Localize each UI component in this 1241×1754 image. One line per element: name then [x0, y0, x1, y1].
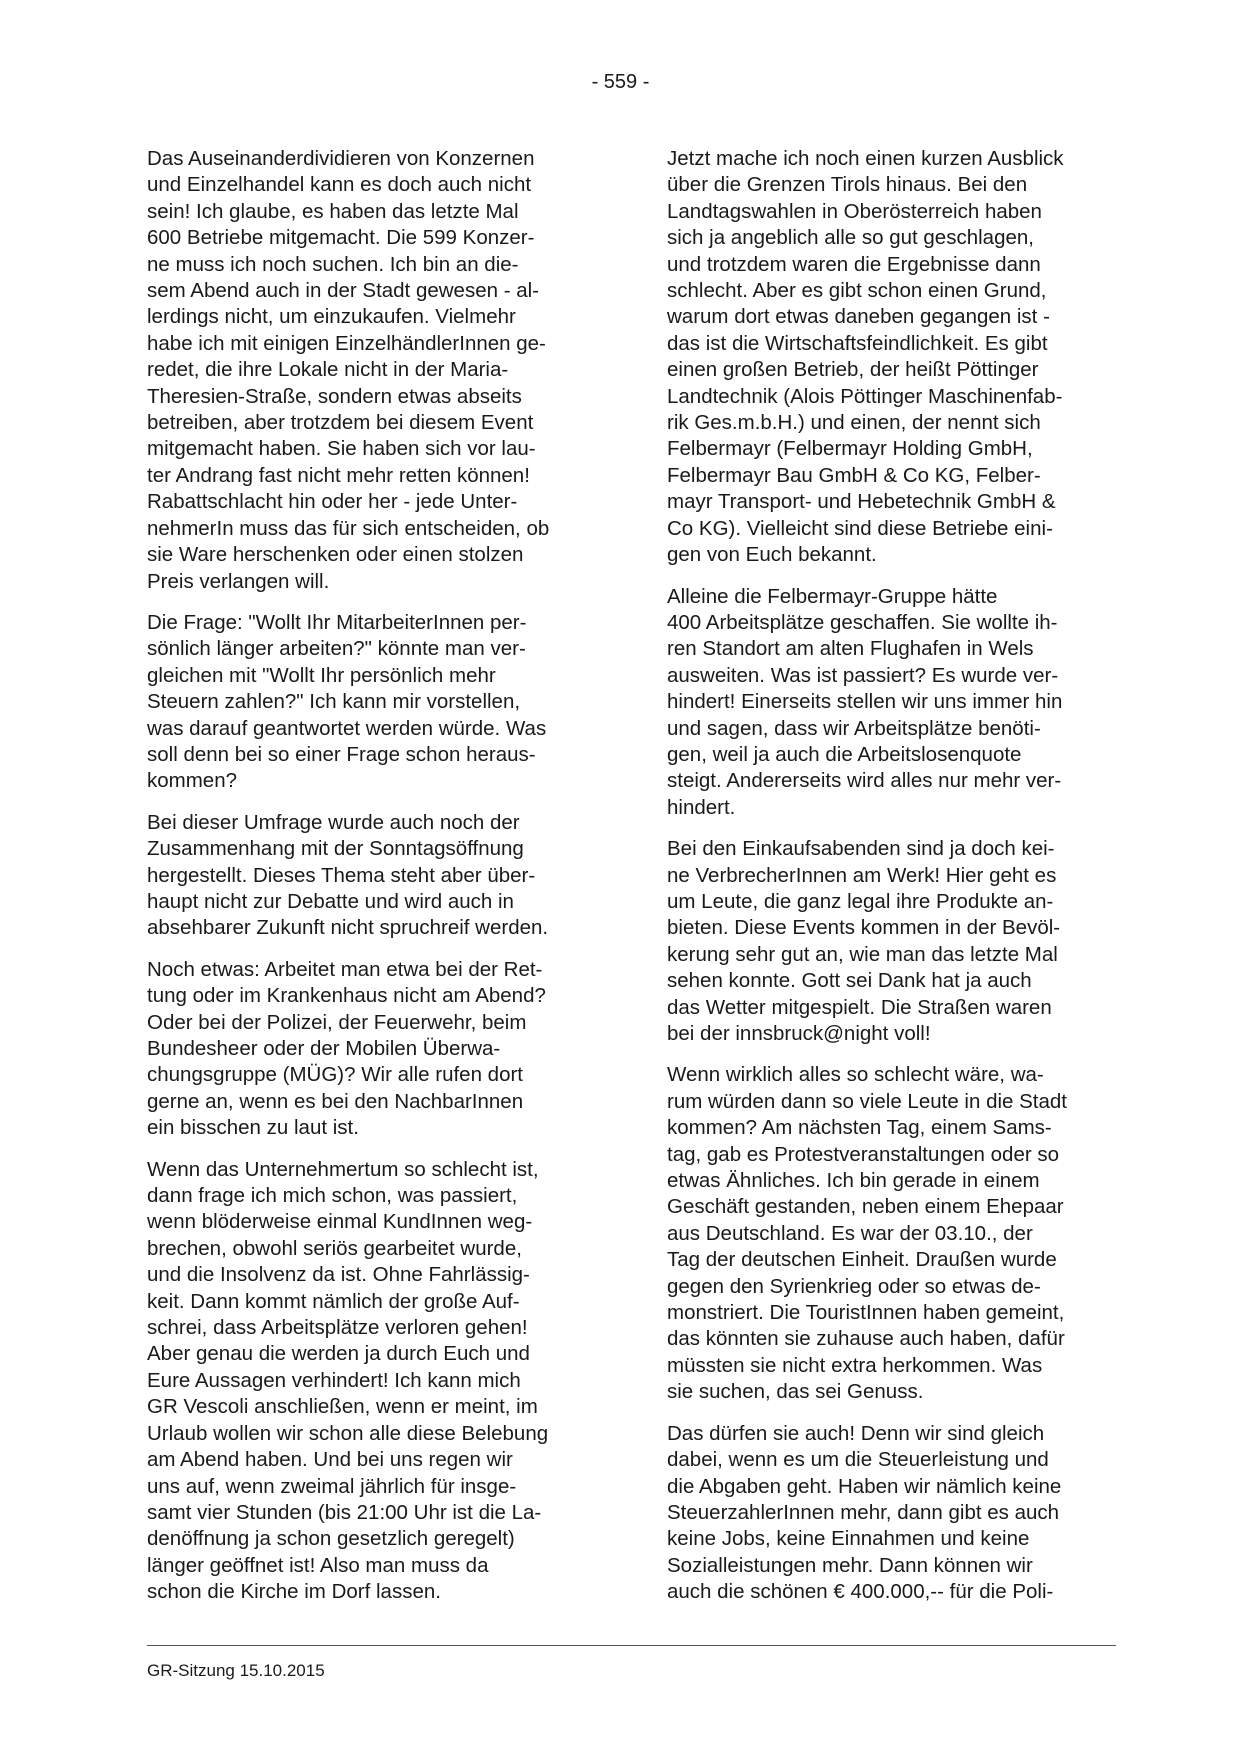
paragraph: Das dürfen sie auch! Denn wir sind gleich dabei, wenn es um die Steuerleistung und die Abgaben geht. Haben wir nämlich keine SteuerzahlerInnen mehr, dann gibt es auch keine Jobs, keine Einnahmen und keine Sozialleistungen mehr. Dann können wir auch die schönen € 400.000,-- für die Poli- [667, 1421, 1062, 1604]
paragraph: Jetzt mache ich noch einen kurzen Ausblick über die Grenzen Tirols hinaus. Bei den Landtagswahlen in Oberösterreich haben sich ja angeblich alle so gut geschlagen, und trotzdem waren die Ergebnisse dann schlecht. Aber es gibt schon einen Grund, warum dort etwas daneben gegangen ist - das ist die Wirtschaftsfeindlichkeit. Es gibt einen großen Betrieb, der heißt Pöttinger Landtechnik (Alois Pöttinger Maschinenfab- rik Ges.m.b.H.) und einen, der nennt sich Felbermayr (Felbermayr Holding GmbH, Felbermayr Bau GmbH & Co KG, Felber- mayr Transport- und Hebetechnik GmbH & Co KG). Vielleicht sind diese Betriebe eini- gen von Euch bekannt. [667, 147, 1064, 567]
right-column [667, 146, 1115, 1621]
paragraph: Wenn wirklich alles so schlecht wäre, wa- rum würden dann so viele Leute in die Stadt kommen? Am nächsten Tag, einem Sams- tag, gab es Protestveranstaltungen oder so etwas Ähnliches. Ich bin gerade in einem Geschäft gestanden, neben einem Ehepaar aus Deutschland. Es war der 03.10., der Tag der deutschen Einheit. Draußen wurde gegen den Syrienkrieg oder so etwas de- monstriert. Die TouristInnen haben gemeint, das könnten sie zuhause auch haben, dafür müssten sie nicht extra herkommen. Was sie suchen, das sei Genuss. [667, 1063, 1068, 1404]
paragraph: Die Frage: "Wollt Ihr MitarbeiterInnen per- sönlich länger arbeiten?" könnte man ver- gleichen mit "Wollt Ihr persönlich mehr Steuern zahlen?" Ich kann mir vorstellen, was darauf geantwortet werden würde. Was soll denn bei so einer Frage schon heraus- kommen? [147, 610, 547, 793]
paragraph: Noch etwas: Arbeitet man etwa bei der Ret- tung oder im Krankenhaus nicht am Abend? Oder bei der Polizei, der Feuerwehr, beim Bundesheer oder der Mobilen Überwa- chungsgruppe (MÜG)? Wir alle rufen dort gerne an, wenn es bei den NachbarInnen ein bisschen zu laut ist. [147, 957, 546, 1140]
paragraph: Bei dieser Umfrage wurde auch noch der Zusammenhang mit der Sonntagsöffnung hergestellt. Dieses Thema steht aber über- haupt nicht zur Debatte und wird auch in absehbarer Zukunft nicht spruchreif werden. [147, 810, 549, 940]
paragraph: Alleine die Felbermayr-Gruppe hätte 400 Arbeitsplätze geschaffen. Sie wollte ih- ren Standort am alten Flughafen in Wels ausweiten. Was ist passiert? Es wurde ver- hindert! Einerseits stellen wir uns immer hin und sagen, dass wir Arbeitsplätze benöti- gen, weil ja auch die Arbeitslosenquote steigt. Andererseits wird alles nur mehr ver- hindert. [667, 584, 1063, 819]
footer-text: GR-Sitzung 15.10.2015 [147, 1661, 325, 1680]
footer-divider [147, 1645, 1116, 1646]
page-number: - 559 - [591, 71, 650, 93]
paragraph: Bei den Einkaufsabenden sind ja doch kei- ne VerbrecherInnen am Werk! Hier geht es um Leute, die ganz legal ihre Produkte an- bieten. Diese Events kommen in der Bevöl- kerung sehr gut an, wie man das letzte Mal sehen konnte. Gott sei Dank hat ja auch das Wetter mitgespielt. Die Straßen waren bei der innsbruck@night voll! [667, 837, 1061, 1045]
paragraph: Wenn das Unternehmertum so schlecht ist, dann frage ich mich schon, was passiert, wenn blöderweise einmal KundInnen weg- brechen, obwohl seriös gearbeitet wurde, und die Insolvenz da ist. Ohne Fahrlässig- keit. Dann kommt nämlich der große Auf- schrei, dass Arbeitsplätze verloren gehen! Aber genau die werden ja durch Euch und Eure Aussagen verhindert! Ich kann mich GR Vescoli anschließen, wenn er meint, im Urlaub wollen wir schon alle diese Belebung am Abend haben. Und bei uns regen wir uns auf, wenn zweimal jährlich für insge- samt vier Stunden (bis 21:00 Uhr ist die La- denöffnung ja schon gesetzlich geregelt) länger geöffnet ist! Also man muss da schon die Kirche im Dorf lassen. [147, 1157, 549, 1604]
paragraph: Das Auseinanderdividieren von Konzernen und Einzelhandel kann es doch auch nicht sein! Ich glaube, es haben das letzte Mal 600 Betriebe mitgemacht. Die 599 Konzer- ne muss ich noch suchen. Ich bin an die- sem Abend auch in der Stadt gewesen - al- lerdings nicht, um einzukaufen. Vielmehr habe ich mit einigen EinzelhändlerInnen ge- redet, die ihre Lokale nicht in der Maria- Theresien-Straße, sondern etwas abseits betreiben, aber trotzdem bei diesem Event mitgemacht haben. Sie haben sich vor lau- ter Andrang fast nicht mehr retten können! Rabattschlacht hin oder her - jede Unter- nehmerIn muss das für sich entscheiden, ob sie Ware herschenken oder einen stolzen Preis verlangen will. [147, 147, 550, 593]
left-column [147, 146, 595, 1621]
